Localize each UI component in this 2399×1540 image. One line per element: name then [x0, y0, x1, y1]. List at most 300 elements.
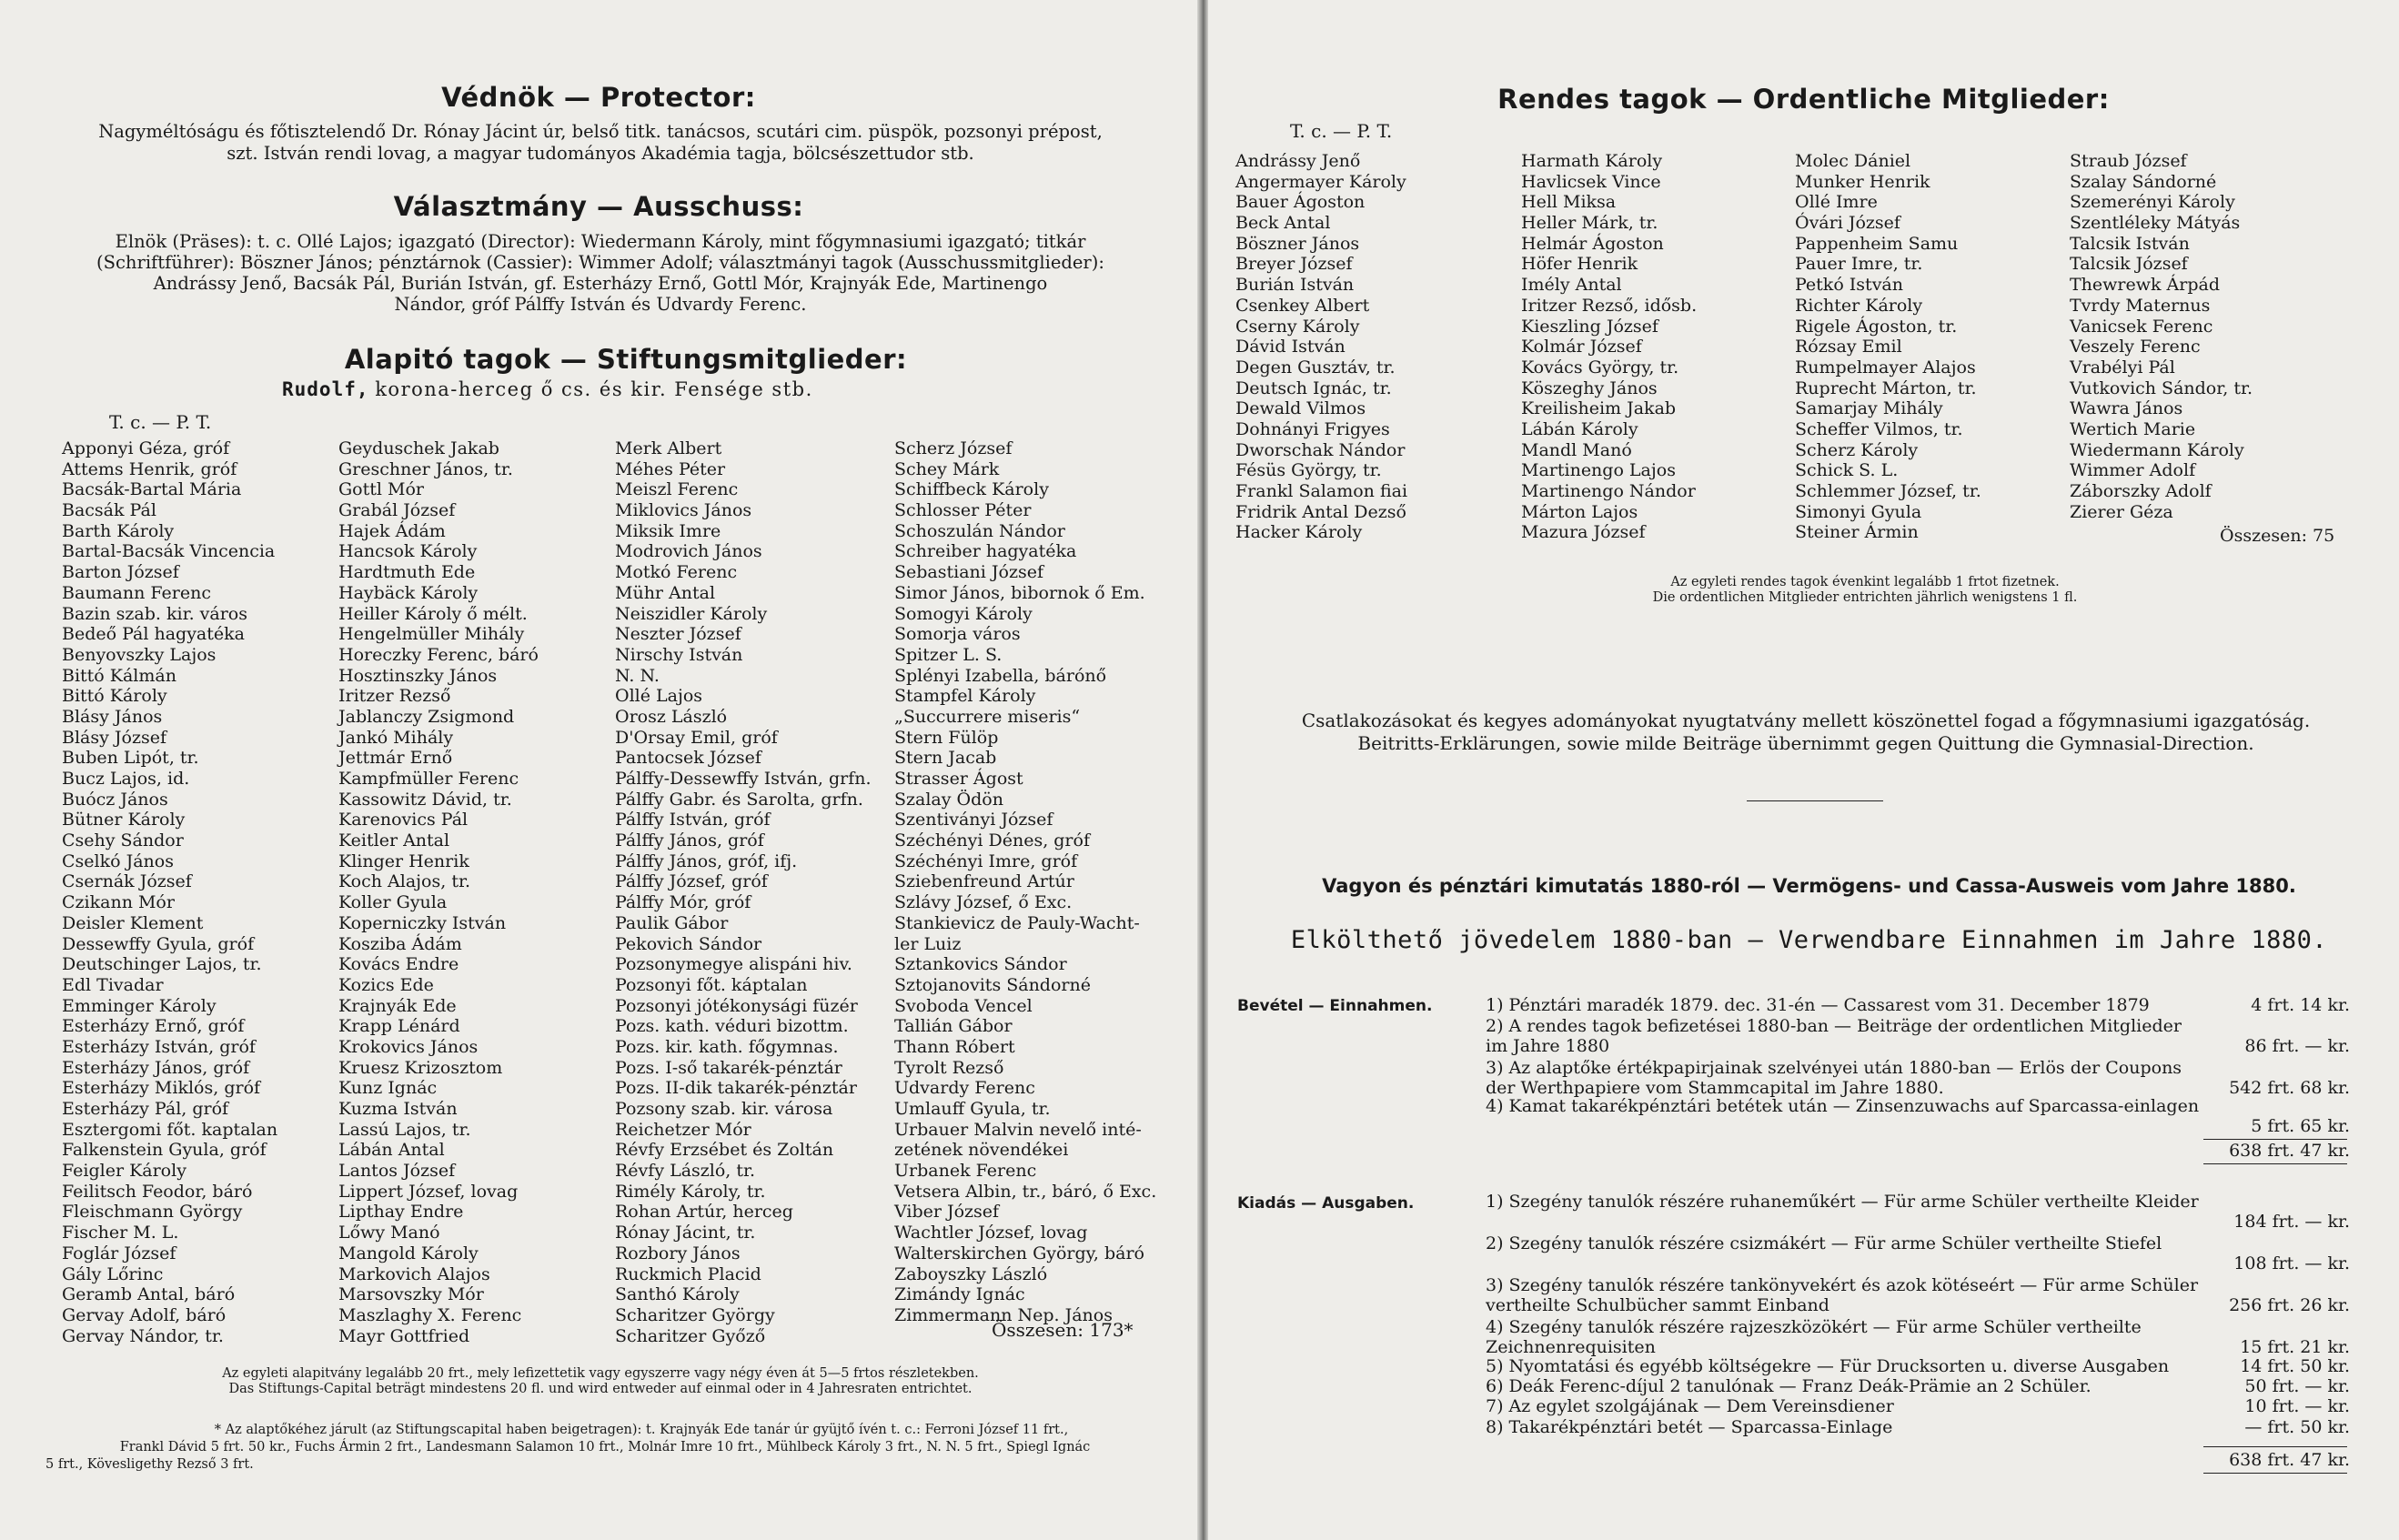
- rudolf-name: Rudolf,: [282, 378, 369, 400]
- name-entry: Esztergomi főt. kaptalan: [62, 1119, 278, 1140]
- name-entry: Emminger Károly: [62, 995, 217, 1016]
- name-entry: Imély Antal: [1521, 275, 1622, 296]
- name-entry: Wertich Marie: [2070, 418, 2196, 439]
- name-entry: Bittó Károly: [62, 686, 167, 707]
- name-entry: Burián István: [1235, 275, 1355, 296]
- name-entry: Neszter József: [615, 624, 741, 645]
- name-entry: Ollé Imre: [1795, 192, 1878, 213]
- name-entry: Bütner Károly: [62, 810, 186, 830]
- name-entry: Molec Dániel: [1795, 151, 1911, 171]
- name-entry: Sztojanovits Sándorné: [894, 974, 1091, 995]
- founders-column-2: [338, 438, 539, 1346]
- name-entry: Buócz János: [62, 789, 168, 810]
- name-entry: Czikann Mór: [62, 892, 175, 913]
- name-entry: Kozics Ede: [338, 974, 434, 995]
- name-entry: Csenkey Albert: [1235, 295, 1370, 316]
- name-entry: Pappenheim Samu: [1795, 233, 1959, 254]
- name-entry: Walterskirchen György, báró: [894, 1243, 1144, 1263]
- name-entry: Pozs. I-ső takarék-pénztár: [615, 1057, 842, 1078]
- ledger-item: 4) Szegény tanulók részére rajzeszközökért — Für arme Schüler vertheilte Zeichnenrequisiten: [1486, 1317, 2142, 1357]
- name-entry: Talcsik István: [2070, 233, 2190, 254]
- name-entry: Viber József: [894, 1202, 1000, 1223]
- name-entry: Márton Lajos: [1521, 501, 1638, 522]
- name-entry: Munker Henrik: [1795, 171, 1930, 192]
- name-entry: Csehy Sándor: [62, 830, 184, 851]
- name-entry: Sebastiani József: [894, 562, 1043, 583]
- name-entry: Bucz Lajos, id.: [62, 769, 190, 789]
- name-entry: Lábán Antal: [338, 1140, 445, 1161]
- name-entry: Ollé Lajos: [615, 686, 703, 707]
- committee-text: Elnök (Präses): t. c. Ollé Lajos; igazgató (Director): Wiedermann Károly, mint főgymnasiumi igazgató; titkár (Schriftführer): Böszner János; pénztárnok (Cassier): Wimmer Adolf; választmányi tagok (Ausschussmitglieder): Andrássy Jenő, Bacsák Pál, Burián István, gf. Esterházy Ernő, Gottl Mór, Krajnyák Ede, Martinengo Nándor, gróf Pálffy István és Udvardy Ferenc.: [96, 231, 1104, 315]
- name-entry: Simor János, bibornok ő Em.: [894, 582, 1145, 603]
- name-entry: Breyer József: [1235, 254, 1353, 275]
- name-entry: Beck Antal: [1235, 213, 1331, 234]
- name-entry: Iritzer Rezső: [338, 686, 451, 707]
- name-entry: Stampfel Károly: [894, 686, 1036, 707]
- name-entry: Köszeghy János: [1521, 377, 1658, 398]
- name-entry: Hajek Ádám: [338, 520, 446, 541]
- name-entry: Lőwy Manó: [338, 1223, 440, 1243]
- name-entry: Grabál József: [338, 500, 456, 521]
- name-entry: Scherz Károly: [1795, 439, 1919, 460]
- name-entry: Rozbory János: [615, 1243, 741, 1263]
- name-entry: Schreiber hagyatéka: [894, 541, 1077, 562]
- name-entry: Hardtmuth Ede: [338, 562, 476, 583]
- members-column-1: [1235, 151, 1407, 543]
- name-entry: Kampfmüller Ferenc: [338, 769, 519, 789]
- ledger-amount: 542 frt. 68 kr.: [2229, 1078, 2350, 1098]
- name-entry: Deutschinger Lajos, tr.: [62, 954, 262, 975]
- name-entry: Pálffy József, gróf: [615, 871, 768, 892]
- name-entry: zetének növendékei: [894, 1140, 1069, 1161]
- protector-title: Védnök — Protector:: [441, 82, 756, 113]
- name-entry: Schey Márk: [894, 458, 1000, 479]
- name-entry: Lantos József: [338, 1161, 456, 1182]
- name-entry: Pozsonyi jótékonysági füzér: [615, 995, 858, 1016]
- name-entry: Sziebenfreund Artúr: [894, 871, 1074, 892]
- name-entry: Mühr Antal: [615, 582, 716, 603]
- ledger-item: 6) Deák Ferenc-díjul 2 tanulónak — Franz Deák-Prämie an 2 Schüler.: [1486, 1376, 2092, 1396]
- name-entry: Motkó Ferenc: [615, 562, 738, 583]
- members-column-3: [1795, 151, 1981, 543]
- members-total: Összesen: 75: [2220, 526, 2335, 546]
- ledger-item: 7) Az egylet szolgájának — Dem Vereinsdiener: [1486, 1396, 1894, 1416]
- name-entry: Pozs. kath. véduri bizottm.: [615, 1016, 849, 1037]
- name-entry: Klinger Henrik: [338, 851, 469, 871]
- members-title: Rendes tagok — Ordentliche Mitglieder:: [1497, 84, 2110, 115]
- name-entry: Zimándy Ignác: [894, 1284, 1025, 1305]
- name-entry: Schlemmer József, tr.: [1795, 481, 1981, 501]
- rudolf-title: korona-herceg ő cs. és kir. Fensége stb.: [375, 378, 813, 400]
- name-entry: Martinengo Nándor: [1521, 481, 1696, 501]
- ledger-amount: 86 frt. — kr.: [2244, 1036, 2350, 1056]
- name-entry: Rónay Jácint, tr.: [615, 1223, 756, 1243]
- left-page: [0, 0, 1197, 1540]
- name-entry: Vutkovich Sándor, tr.: [2070, 377, 2253, 398]
- name-entry: Zierer Géza: [2070, 501, 2173, 522]
- name-entry: Schlosser Péter: [894, 500, 1032, 521]
- name-entry: Höfer Henrik: [1521, 254, 1638, 275]
- founders-title: Alapitó tagok — Stiftungsmitglieder:: [344, 344, 908, 375]
- name-entry: Rigele Ágoston, tr.: [1795, 316, 1958, 337]
- name-entry: Lassú Lajos, tr.: [338, 1119, 471, 1140]
- founders-total: Összesen: 173*: [992, 1319, 1134, 1341]
- name-entry: Angermayer Károly: [1235, 171, 1406, 192]
- name-entry: Széchényi Imre, gróf: [894, 851, 1078, 871]
- disposable-title: Elkölthető jövedelem 1880-ban — Verwendbare Einnahmen im Jahre 1880.: [1290, 926, 2328, 954]
- income-subtotal-rule: [2203, 1139, 2347, 1140]
- name-entry: Paulik Gábor: [615, 912, 729, 933]
- ledger-item: 4) Kamat takarékpénztári betétek után — Zinsenzuwachs auf Sparcassa-einlagen: [1486, 1096, 2200, 1116]
- name-entry: Pozsonymegye alispáni hiv.: [615, 954, 852, 975]
- name-entry: Mayr Gottfried: [338, 1325, 470, 1346]
- name-entry: Martinengo Lajos: [1521, 460, 1676, 481]
- members-column-2: [1521, 151, 1697, 543]
- founders-footnote: * Az alaptőkéhez járult (az Stiftungscapital haben beigetragen): t. Krajnyák Ede tanár úr gyüjtő ívén t. c.: Ferroni József 11 frt., Frankl Dávid 5 frt. 50 kr., Fuchs Ármin 2 frt., Landesmann Salamon 10 frt., Molnár Imre 10 frt., Mühlbeck Károly 3 frt., N. N. 5 frt., Spiegl Ignác 5 frt., Kövesligethy Rezső 3 frt.: [45, 1423, 1091, 1472]
- name-entry: Karenovics Pál: [338, 810, 469, 830]
- name-entry: Wimmer Adolf: [2070, 460, 2196, 481]
- name-entry: Scharitzer Győző: [615, 1325, 766, 1346]
- name-entry: Nirschy István: [615, 644, 743, 665]
- ledger-item: 1) Szegény tanulók részére ruhaneműkért — Für arme Schüler vertheilte Kleider: [1486, 1192, 2199, 1212]
- name-entry: Gervay Nándor, tr.: [62, 1325, 224, 1346]
- ledger-amount: 15 frt. 21 kr.: [2240, 1337, 2350, 1357]
- name-entry: Koch Alajos, tr.: [338, 871, 470, 892]
- ledger-amount: 256 frt. 26 kr.: [2229, 1295, 2350, 1315]
- divider: [1747, 800, 1883, 801]
- name-entry: Frankl Salamon fiai: [1235, 481, 1408, 501]
- name-entry: N. N.: [615, 665, 660, 686]
- name-entry: Vetsera Albin, tr., báró, ő Exc.: [894, 1181, 1157, 1202]
- name-entry: Thann Róbert: [894, 1036, 1015, 1057]
- ledger-amount: 10 frt. — kr.: [2244, 1396, 2350, 1416]
- ledger-amount: 50 frt. — kr.: [2244, 1376, 2350, 1396]
- name-entry: Simonyi Gyula: [1795, 501, 1922, 522]
- name-entry: Pálffy-Dessewffy István, grfn.: [615, 769, 872, 789]
- name-entry: Edl Tivadar: [62, 974, 164, 995]
- name-entry: Bartal-Bacsák Vincencia: [62, 541, 276, 562]
- name-entry: Gervay Adolf, báró: [62, 1304, 227, 1325]
- ledger-item: 2) A rendes tagok befizetései 1880-ban — Beiträge der ordentlichen Mitglieder im Jahre 1880: [1486, 1016, 2182, 1056]
- ledger-amount: 5 frt. 65 kr.: [2251, 1116, 2350, 1136]
- name-entry: Esterházy István, gróf: [62, 1036, 256, 1057]
- name-entry: Orosz László: [615, 706, 728, 727]
- members-column-4: [2070, 151, 2253, 543]
- name-entry: Havlicsek Vince: [1521, 171, 1661, 192]
- name-entry: Umlauff Gyula, tr.: [894, 1099, 1051, 1119]
- name-entry: „Succurrere miseris“: [894, 706, 1081, 727]
- name-entry: Cserny Károly: [1235, 316, 1360, 337]
- name-entry: Urbauer Malvin nevelő inté-: [894, 1119, 1142, 1140]
- name-entry: Óvári József: [1795, 213, 1900, 234]
- name-entry: Veszely Ferenc: [2070, 337, 2201, 357]
- name-entry: Esterházy János, gróf: [62, 1057, 250, 1078]
- name-entry: Szlávy József, ő Exc.: [894, 892, 1073, 913]
- members-tcpt: T. c. — P. T.: [1290, 120, 1393, 142]
- name-entry: Geyduschek Jakab: [338, 438, 499, 458]
- name-entry: Vanicsek Ferenc: [2070, 316, 2213, 337]
- appeal-text: Csatlakozásokat és kegyes adományokat nyugtatvány mellett köszönettel fogad a főgymnasiumi igazgatóság. Beitritts-Erklärungen, sowie milde Beiträge übernimmt gegen Quittung die Gymnasial-Direction.: [1301, 710, 2311, 754]
- name-entry: Haybäck Károly: [338, 582, 479, 603]
- name-entry: Rózsay Emil: [1795, 337, 1902, 357]
- name-entry: Sztankovics Sándor: [894, 954, 1067, 975]
- name-entry: Pozsonyi főt. káptalan: [615, 974, 808, 995]
- founders-fee-note: Az egyleti alapitvány legalább 20 frt., mely lefizettetik vagy egyszerre vagy négy éven át 5—5 frtos részletekben. Das Stiftungs-Capital beträgt mindestens 20 fl. und wird entweder auf einmal oder in 4 Jahresraten entrichtet.: [222, 1366, 979, 1396]
- name-entry: Hell Miksa: [1521, 192, 1617, 213]
- name-entry: Bedeő Pál hagyatéka: [62, 624, 245, 645]
- name-entry: Bittó Kálmán: [62, 665, 176, 686]
- name-entry: Thewrewk Árpád: [2070, 275, 2221, 296]
- name-entry: Heller Márk, tr.: [1521, 213, 1658, 234]
- ledger-item: 5) Nyomtatási és egyébb költségekre — Für Drucksorten u. diverse Ausgaben: [1486, 1356, 2170, 1376]
- founders-column-4: [894, 438, 1156, 1346]
- expense-subtotal-rule: [2203, 1446, 2347, 1447]
- name-entry: Schoszulán Nándor: [894, 520, 1065, 541]
- income-total: 638 frt. 47 kr.: [2229, 1141, 2350, 1161]
- finance-title: Vagyon és pénztári kimutatás 1880-ról — Vermögens- und Cassa-Ausweis vom Jahre 1880.: [1322, 875, 2296, 897]
- name-entry: Dessewffy Gyula, gróf: [62, 933, 255, 954]
- name-entry: Tallián Gábor: [894, 1016, 1013, 1037]
- name-entry: Reichetzer Mór: [615, 1119, 751, 1140]
- name-entry: Deutsch Ignác, tr.: [1235, 377, 1392, 398]
- name-entry: Merk Albert: [615, 438, 722, 458]
- name-entry: Feilitsch Feodor, báró: [62, 1181, 253, 1202]
- name-entry: Pálffy István, gróf: [615, 810, 771, 830]
- name-entry: Harmath Károly: [1521, 151, 1663, 171]
- name-entry: Koller Gyula: [338, 892, 448, 913]
- name-entry: Iritzer Rezső, idősb.: [1521, 295, 1698, 316]
- name-entry: Somogyi Károly: [894, 603, 1033, 624]
- name-entry: Helmár Ágoston: [1521, 233, 1664, 254]
- name-entry: Szemerényi Károly: [2070, 192, 2235, 213]
- name-entry: Fridrik Antal Dezső: [1235, 501, 1406, 522]
- name-entry: Santhó Károly: [615, 1284, 740, 1305]
- name-entry: Scheffer Vilmos, tr.: [1795, 418, 1963, 439]
- expense-total-rule: [2203, 1473, 2347, 1474]
- name-entry: Lábán Károly: [1521, 418, 1638, 439]
- name-entry: Strasser Ágost: [894, 769, 1023, 789]
- name-entry: Foglár József: [62, 1243, 176, 1263]
- name-entry: Hacker Károly: [1235, 522, 1363, 543]
- name-entry: Pozsony szab. kir. városa: [615, 1099, 833, 1119]
- name-entry: Gály Lőrinc: [62, 1263, 164, 1284]
- name-entry: Schick S. L.: [1795, 460, 1899, 481]
- name-entry: Dewald Vilmos: [1235, 398, 1366, 419]
- ledger-item: 3) Szegény tanulók részére tankönyvekért és azok kötéseért — Für arme Schüler vertheilte Schulbücher sammt Einband: [1486, 1275, 2199, 1315]
- name-entry: Miklovics János: [615, 500, 752, 521]
- rudolf-line: [282, 378, 813, 400]
- name-entry: Fleischmann György: [62, 1202, 243, 1223]
- name-entry: Attems Henrik, gróf: [62, 458, 237, 479]
- ledger-item: 2) Szegény tanulók részére csizmákért — Für arme Schüler vertheilte Stiefel: [1486, 1233, 2162, 1253]
- name-entry: Jablanczy Zsigmond: [338, 706, 515, 727]
- name-entry: Lippert József, lovag: [338, 1181, 519, 1202]
- name-entry: Rimély Károly, tr.: [615, 1181, 766, 1202]
- name-entry: Greschner János, tr.: [338, 458, 513, 479]
- income-label: Bevétel — Einnahmen.: [1237, 997, 1433, 1015]
- name-entry: Pálffy Gabr. és Sarolta, grfn.: [615, 789, 863, 810]
- name-entry: Maszlaghy X. Ferenc: [338, 1304, 522, 1325]
- ledger-item: 3) Az alaptőke értékpapirjainak szelvényei után 1880-ban — Erlös der Coupons der Werthpapiere vom Stammcapital im Jahre 1880.: [1486, 1058, 2182, 1098]
- name-entry: Barton József: [62, 562, 179, 583]
- name-entry: Hancsok Károly: [338, 541, 478, 562]
- name-entry: Mangold Károly: [338, 1243, 479, 1263]
- name-entry: Lipthay Endre: [338, 1202, 464, 1223]
- name-entry: Csernák József: [62, 871, 192, 892]
- name-entry: Dávid István: [1235, 337, 1346, 357]
- name-entry: Mazura József: [1521, 522, 1646, 543]
- name-entry: Markovich Alajos: [338, 1263, 490, 1284]
- name-entry: Blásy József: [62, 727, 166, 748]
- ledger-item: 1) Pénztári maradék 1879. dec. 31-én — Cassarest vom 31. December 1879: [1486, 995, 2150, 1015]
- protector-text: Nagyméltóságu és főtisztelendő Dr. Rónay Jácint úr, belső titk. tanácsos, scutári cim. püspök, pozsonyi prépost, szt. István rendi lovag, a magyar tudományos Akadémia tagja, bölcsészettudor stb.: [98, 121, 1103, 164]
- name-entry: D'Orsay Emil, gróf: [615, 727, 778, 748]
- name-entry: Stankievicz de Pauly-Wacht-: [894, 912, 1140, 933]
- name-entry: Pauer Imre, tr.: [1795, 254, 1923, 275]
- name-entry: Kunz Ignác: [338, 1078, 438, 1099]
- members-fee-note: Az egyleti rendes tagok évenkint legalább 1 frtot fizetnek. Die ordentlichen Mitglieder entrichten jährlich wenigstens 1 fl.: [1652, 575, 2078, 605]
- name-entry: Záborszky Adolf: [2070, 481, 2212, 501]
- name-entry: Richter Károly: [1795, 295, 1923, 316]
- name-entry: Széchényi Dénes, gróf: [894, 830, 1090, 851]
- name-entry: ler Luiz: [894, 933, 962, 954]
- name-entry: Bacsák Pál: [62, 500, 156, 521]
- name-entry: Marsovszky Mór: [338, 1284, 484, 1305]
- name-entry: Scherz József: [894, 438, 1013, 458]
- name-entry: Pekovich Sándor: [615, 933, 762, 954]
- name-entry: Neiszidler Károly: [615, 603, 768, 624]
- name-entry: Blásy János: [62, 706, 163, 727]
- name-entry: Miksik Imre: [615, 520, 721, 541]
- founders-column-3: [615, 438, 872, 1346]
- name-entry: Révfy Erzsébet és Zoltán: [615, 1140, 834, 1161]
- name-entry: Dworschak Nándor: [1235, 439, 1406, 460]
- name-entry: Fésüs György, tr.: [1235, 460, 1382, 481]
- name-entry: Feigler Károly: [62, 1161, 186, 1182]
- name-entry: Spitzer L. S.: [894, 644, 1003, 665]
- name-entry: Hengelmüller Mihály: [338, 624, 525, 645]
- name-entry: Kovács Endre: [338, 954, 459, 975]
- name-entry: Bazin szab. kir. város: [62, 603, 247, 624]
- name-entry: Kovács György, tr.: [1521, 357, 1679, 377]
- name-entry: Ruckmich Placid: [615, 1263, 761, 1284]
- name-entry: Apponyi Géza, gróf: [62, 438, 230, 458]
- name-entry: Révfy László, tr.: [615, 1161, 756, 1182]
- name-entry: Deisler Klement: [62, 912, 204, 933]
- name-entry: Udvardy Ferenc: [894, 1078, 1035, 1099]
- name-entry: Jettmár Ernő: [338, 748, 453, 769]
- name-entry: Wawra János: [2070, 398, 2183, 419]
- name-entry: Horeczky Ferenc, báró: [338, 644, 539, 665]
- name-entry: Talcsik József: [2070, 254, 2188, 275]
- name-entry: Kolmár József: [1521, 337, 1642, 357]
- name-entry: Urbanek Ferenc: [894, 1161, 1037, 1182]
- name-entry: Krapp Lénárd: [338, 1016, 460, 1037]
- ledger-amount: 184 frt. — kr.: [2233, 1212, 2350, 1232]
- name-entry: Krajnyák Ede: [338, 995, 457, 1016]
- name-entry: Szentléleky Mátyás: [2070, 213, 2241, 234]
- name-entry: Pálffy János, gróf: [615, 830, 764, 851]
- ledger-amount: 108 frt. — kr.: [2233, 1253, 2350, 1273]
- name-entry: Szentiványi József: [894, 810, 1053, 830]
- name-entry: Modrovich János: [615, 541, 762, 562]
- name-entry: Bauer Ágoston: [1235, 192, 1366, 213]
- name-entry: Schiffbeck Károly: [894, 479, 1049, 500]
- name-entry: Szalay Sándorné: [2070, 171, 2217, 192]
- name-entry: Steiner Ármin: [1795, 522, 1919, 543]
- name-entry: Rumpelmayer Alajos: [1795, 357, 1976, 377]
- name-entry: Vrabélyi Pál: [2070, 357, 2175, 377]
- name-entry: Baumann Ferenc: [62, 582, 211, 603]
- name-entry: Ruprecht Márton, tr.: [1795, 377, 1977, 398]
- name-entry: Esterházy Ernő, gróf: [62, 1016, 245, 1037]
- name-entry: Geramb Antal, báró: [62, 1284, 236, 1305]
- name-entry: Szalay Ödön: [894, 789, 1003, 810]
- page-gutter: [1197, 0, 1208, 1540]
- name-entry: Kruesz Krizosztom: [338, 1057, 503, 1078]
- name-entry: Splényi Izabella, bárónő: [894, 665, 1107, 686]
- name-entry: Wachtler József, lovag: [894, 1223, 1088, 1243]
- name-entry: Kassowitz Dávid, tr.: [338, 789, 512, 810]
- name-entry: Tyrolt Rezső: [894, 1057, 1004, 1078]
- name-entry: Keitler Antal: [338, 830, 450, 851]
- name-entry: Pálffy Mór, gróf: [615, 892, 751, 913]
- name-entry: Heiller Károly ő mélt.: [338, 603, 528, 624]
- name-entry: Pozs. kir. kath. főgymnas.: [615, 1036, 839, 1057]
- income-total-rule: [2203, 1163, 2347, 1164]
- name-entry: Jankó Mihály: [338, 727, 454, 748]
- name-entry: Gottl Mór: [338, 479, 424, 500]
- name-entry: Kreilisheim Jakab: [1521, 398, 1677, 419]
- name-entry: Barth Károly: [62, 520, 175, 541]
- name-entry: Esterházy Pál, gróf: [62, 1099, 229, 1119]
- name-entry: Cselkó János: [62, 851, 174, 871]
- expense-label: Kiadás — Ausgaben.: [1237, 1194, 1415, 1213]
- name-entry: Degen Gusztáv, tr.: [1235, 357, 1396, 377]
- name-entry: Tvrdy Maternus: [2070, 295, 2211, 316]
- name-entry: Svoboda Vencel: [894, 995, 1033, 1016]
- name-entry: Kieszling József: [1521, 316, 1658, 337]
- name-entry: Böszner János: [1235, 233, 1360, 254]
- name-entry: Koperniczky István: [338, 912, 507, 933]
- name-entry: Esterházy Miklós, gróf: [62, 1078, 261, 1099]
- founders-column-1: [62, 438, 277, 1346]
- committee-title: Választmány — Ausschuss:: [393, 191, 804, 222]
- name-entry: Bacsák-Bartal Mária: [62, 479, 242, 500]
- name-entry: Meiszl Ferenc: [615, 479, 739, 500]
- name-entry: Rohan Artúr, herceg: [615, 1202, 793, 1223]
- expense-total: 638 frt. 47 kr.: [2229, 1450, 2350, 1470]
- ledger-amount: — frt. 50 kr.: [2244, 1417, 2350, 1437]
- ledger-item: 8) Takarékpénztári betét — Sparcassa-Einlage: [1486, 1417, 1893, 1437]
- name-entry: Kuzma István: [338, 1099, 458, 1119]
- name-entry: Petkó István: [1795, 275, 1903, 296]
- name-entry: Fischer M. L.: [62, 1223, 179, 1243]
- name-entry: Pálffy János, gróf, ifj.: [615, 851, 798, 871]
- ledger-amount: 14 frt. 50 kr.: [2240, 1356, 2350, 1376]
- name-entry: Andrássy Jenő: [1235, 151, 1361, 171]
- name-entry: Pozs. II-dik takarék-pénztár: [615, 1078, 857, 1099]
- name-entry: Zimmermann Nep. János: [894, 1304, 1113, 1325]
- name-entry: Somorja város: [894, 624, 1021, 645]
- name-entry: Pantocsek József: [615, 748, 761, 769]
- name-entry: Hosztinszky János: [338, 665, 498, 686]
- name-entry: Benyovszky Lajos: [62, 644, 217, 665]
- name-entry: Buben Lipót, tr.: [62, 748, 199, 769]
- name-entry: Kosziba Ádám: [338, 933, 462, 954]
- name-entry: Scharitzer György: [615, 1304, 775, 1325]
- name-entry: Straub József: [2070, 151, 2187, 171]
